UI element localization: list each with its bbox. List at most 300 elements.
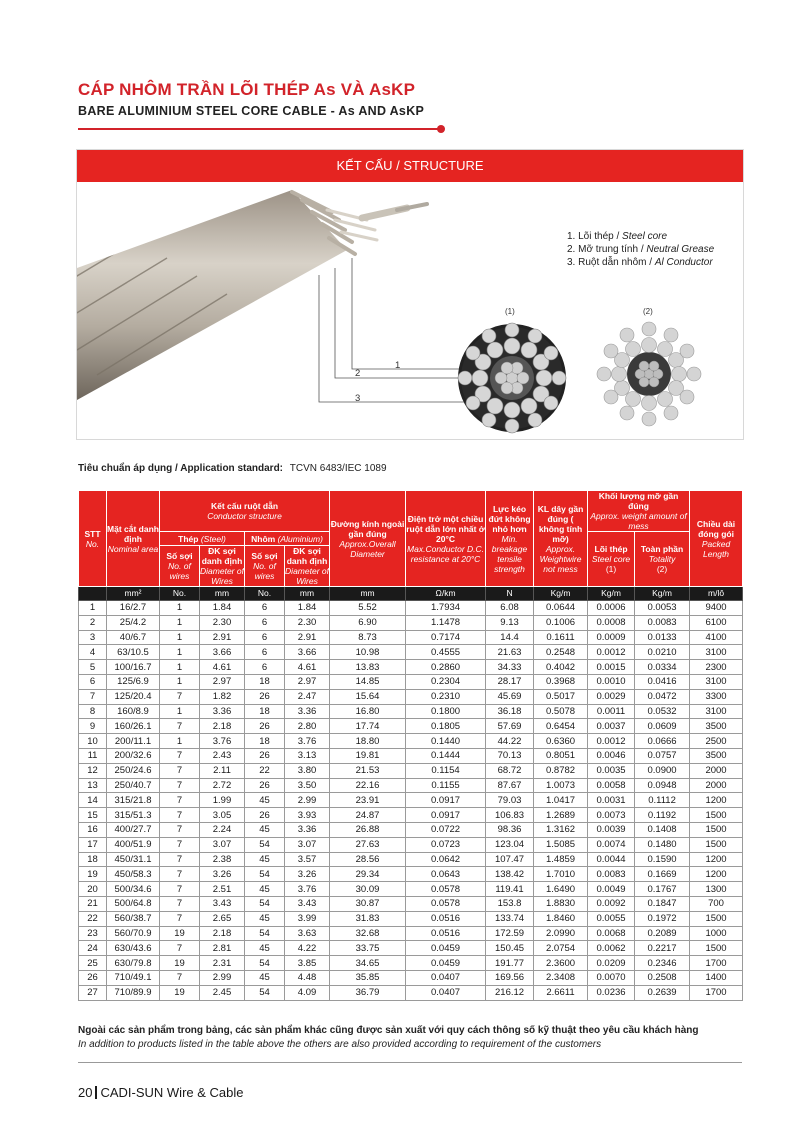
unit-cell: mm xyxy=(200,587,245,601)
table-cell: 0.0578 xyxy=(406,882,486,897)
table-cell: 24.87 xyxy=(330,808,406,823)
table-cell: 3.76 xyxy=(200,734,245,749)
table-cell: 2.45 xyxy=(200,985,245,1000)
table-cell: 0.1847 xyxy=(635,896,690,911)
header-weight: KL dây gần đúng ( không tính mỡ) Approx. Weightwire not mess xyxy=(534,491,588,587)
table-cell: 3.76 xyxy=(285,882,330,897)
table-cell: 0.0074 xyxy=(588,837,635,852)
table-row xyxy=(79,941,743,956)
table-cell: 32.68 xyxy=(330,926,406,941)
table-row xyxy=(79,822,743,837)
unit-cell: No. xyxy=(160,587,200,601)
table-cell: 0.0516 xyxy=(406,911,486,926)
header-steel: Thép (Steel) xyxy=(160,532,245,546)
table-cell: 2.0990 xyxy=(534,926,588,941)
table-cell: 9400 xyxy=(690,601,743,616)
header-steel-dwires: ĐK sợi danh định Diameter of Wires xyxy=(200,546,244,586)
table-cell: 0.8051 xyxy=(534,748,588,763)
table-cell: 14.85 xyxy=(330,674,406,689)
table-cell: 0.1006 xyxy=(534,615,588,630)
table-cell: 0.0917 xyxy=(406,808,486,823)
table-cell: 1 xyxy=(160,630,200,645)
table-cell: 0.4555 xyxy=(406,645,486,660)
table-row xyxy=(79,615,743,630)
table-cell: 3.43 xyxy=(285,896,330,911)
table-cell: 79.03 xyxy=(486,793,534,808)
table-row xyxy=(79,660,743,675)
header-tensile: Lực kéo đứt không nhỏ hơn Min. breakage tensile strength xyxy=(486,491,534,587)
table-cell: 25 xyxy=(79,956,107,971)
table-cell: 0.0472 xyxy=(635,689,690,704)
table-cell: 0.0459 xyxy=(406,941,486,956)
table-cell: 200/32.6 xyxy=(107,748,160,763)
table-cell: 0.0011 xyxy=(588,704,635,719)
table-cell: 4.61 xyxy=(285,660,330,675)
table-cell: 1 xyxy=(79,601,107,616)
table-cell: 0.1972 xyxy=(635,911,690,926)
table-cell: 0.0948 xyxy=(635,778,690,793)
unit-cell: N xyxy=(486,587,534,601)
table-cell: 0.0133 xyxy=(635,630,690,645)
table-cell: 400/27.7 xyxy=(107,822,160,837)
legend-item-1: 1. Lõi thép / Steel core xyxy=(567,231,668,242)
table-cell: 153.8 xyxy=(486,896,534,911)
unit-cell: mm² xyxy=(107,587,160,601)
table-cell: 19 xyxy=(160,985,200,1000)
table-cell: 2.6611 xyxy=(534,985,588,1000)
table-cell: 630/79.8 xyxy=(107,956,160,971)
table-cell: 3.76 xyxy=(285,734,330,749)
table-cell: 25/4.2 xyxy=(107,615,160,630)
table-cell: 40/6.7 xyxy=(107,630,160,645)
table-cell: 6 xyxy=(79,674,107,689)
table-cell: 18.80 xyxy=(330,734,406,749)
table-cell: 3.07 xyxy=(200,837,245,852)
table-row xyxy=(79,719,743,734)
table-cell: 3.26 xyxy=(285,867,330,882)
table-cell: 3.36 xyxy=(200,704,245,719)
table-cell: 1500 xyxy=(690,941,743,956)
table-cell: 2.3408 xyxy=(534,970,588,985)
table-cell: 57.69 xyxy=(486,719,534,734)
table-cell: 2.81 xyxy=(200,941,245,956)
table-cell: 0.5017 xyxy=(534,689,588,704)
title-underline-dot xyxy=(437,125,445,133)
table-cell: 0.0031 xyxy=(588,793,635,808)
table-cell: 98.36 xyxy=(486,822,534,837)
structure-heading: KẾT CẤU / STRUCTURE xyxy=(77,150,743,182)
table-cell: 17.74 xyxy=(330,719,406,734)
table-cell: 21.63 xyxy=(486,645,534,660)
table-cell: 1500 xyxy=(690,822,743,837)
cross-section-1-label: (1) xyxy=(505,307,515,316)
table-cell: 1.5085 xyxy=(534,837,588,852)
table-cell: 26 xyxy=(245,778,285,793)
unit-cell: Kg/m xyxy=(635,587,690,601)
table-cell: 0.3968 xyxy=(534,674,588,689)
table-cell: 0.0416 xyxy=(635,674,690,689)
table-cell: 138.42 xyxy=(486,867,534,882)
table-cell: 0.0900 xyxy=(635,763,690,778)
table-cell: 0.0006 xyxy=(588,601,635,616)
table-cell: 0.0236 xyxy=(588,985,635,1000)
table-cell: 0.0010 xyxy=(588,674,635,689)
table-cell: 0.1154 xyxy=(406,763,486,778)
table-cell: 0.0092 xyxy=(588,896,635,911)
table-cell: 6 xyxy=(245,660,285,675)
standard-label: Tiêu chuẩn áp dụng / Application standard: xyxy=(78,463,284,474)
table-row xyxy=(79,882,743,897)
table-cell: 6 xyxy=(245,615,285,630)
unit-cell xyxy=(79,587,107,601)
table-row xyxy=(79,852,743,867)
table-cell: 1.0073 xyxy=(534,778,588,793)
table-cell: 22 xyxy=(245,763,285,778)
table-cell: 45 xyxy=(245,970,285,985)
table-cell: 54 xyxy=(245,985,285,1000)
table-cell: 9 xyxy=(79,719,107,734)
application-standard xyxy=(78,463,387,474)
table-cell: 0.1192 xyxy=(635,808,690,823)
table-cell: 1500 xyxy=(690,837,743,852)
table-cell: 0.4042 xyxy=(534,660,588,675)
table-cell: 26 xyxy=(245,689,285,704)
table-cell: 7 xyxy=(160,763,200,778)
table-row xyxy=(79,763,743,778)
table-cell: 2.43 xyxy=(200,748,245,763)
table-cell: 87.67 xyxy=(486,778,534,793)
table-cell: 250/24.6 xyxy=(107,763,160,778)
table-cell: 22.16 xyxy=(330,778,406,793)
table-row xyxy=(79,808,743,823)
table-cell: 0.0757 xyxy=(635,748,690,763)
header-diameter: Đường kính ngoài gần đúng Approx.Overall Diameter xyxy=(330,491,406,587)
table-cell: 70.13 xyxy=(486,748,534,763)
table-cell: 7 xyxy=(160,808,200,823)
table-cell: 107.47 xyxy=(486,852,534,867)
table-cell: 3100 xyxy=(690,645,743,660)
table-cell: 125/20.4 xyxy=(107,689,160,704)
table-cell: 18 xyxy=(245,704,285,719)
table-cell: 0.2089 xyxy=(635,926,690,941)
table-cell: 13 xyxy=(79,778,107,793)
table-cell: 1.6490 xyxy=(534,882,588,897)
table-cell: 54 xyxy=(245,926,285,941)
table-cell: 1 xyxy=(160,601,200,616)
table-cell: 0.0532 xyxy=(635,704,690,719)
table-cell: 0.0459 xyxy=(406,956,486,971)
table-cell: 45 xyxy=(245,911,285,926)
table-cell: 8.73 xyxy=(330,630,406,645)
table-row xyxy=(79,748,743,763)
table-cell: 0.0012 xyxy=(588,645,635,660)
table-cell: 450/31.1 xyxy=(107,852,160,867)
table-cell: 3100 xyxy=(690,674,743,689)
table-cell: 500/64.8 xyxy=(107,896,160,911)
table-cell: 0.2860 xyxy=(406,660,486,675)
legend-item-3: 3. Ruột dẫn nhôm / Al Conductor xyxy=(567,257,713,268)
table-cell: 26 xyxy=(245,748,285,763)
table-cell: 630/43.6 xyxy=(107,941,160,956)
table-cell: 7 xyxy=(160,867,200,882)
table-row xyxy=(79,689,743,704)
table-cell: 3.66 xyxy=(285,645,330,660)
table-cell: 500/34.6 xyxy=(107,882,160,897)
table-cell: 1400 xyxy=(690,970,743,985)
table-cell: 0.0643 xyxy=(406,867,486,882)
table-cell: 7 xyxy=(160,911,200,926)
table-cell: 3.43 xyxy=(200,896,245,911)
table-cell: 6100 xyxy=(690,615,743,630)
table-cell: 0.0722 xyxy=(406,822,486,837)
table-cell: 0.0334 xyxy=(635,660,690,675)
table-cell: 0.2217 xyxy=(635,941,690,956)
table-cell: 29.34 xyxy=(330,867,406,882)
header-al-nwires: Số sợi No. of wires xyxy=(245,546,285,587)
table-cell: 0.2639 xyxy=(635,985,690,1000)
table-cell: 1500 xyxy=(690,808,743,823)
table-cell: 1.82 xyxy=(200,689,245,704)
table-cell: 0.6360 xyxy=(534,734,588,749)
table-cell: 23 xyxy=(79,926,107,941)
table-cell: 123.04 xyxy=(486,837,534,852)
table-cell: 0.1590 xyxy=(635,852,690,867)
table-cell: 0.1669 xyxy=(635,867,690,882)
table-cell: 16 xyxy=(79,822,107,837)
table-row xyxy=(79,793,743,808)
table-cell: 45 xyxy=(245,941,285,956)
table-cell: 2.91 xyxy=(285,630,330,645)
footer-rule xyxy=(78,1062,742,1063)
table-cell: 45.69 xyxy=(486,689,534,704)
table-cell: 2000 xyxy=(690,763,743,778)
table-cell: 8 xyxy=(79,704,107,719)
structure-legend xyxy=(567,230,714,269)
table-cell: 7 xyxy=(160,970,200,985)
cross-section-strands xyxy=(77,150,743,439)
table-cell: 3.63 xyxy=(285,926,330,941)
table-cell: 18 xyxy=(79,852,107,867)
table-cell: 250/40.7 xyxy=(107,778,160,793)
table-cell: 3.80 xyxy=(285,763,330,778)
table-cell: 0.2346 xyxy=(635,956,690,971)
header-steel-core: Lõi thép Steel core (1) xyxy=(588,532,635,587)
table-cell: 28.56 xyxy=(330,852,406,867)
table-cell: 0.0070 xyxy=(588,970,635,985)
table-cell: 2.80 xyxy=(285,719,330,734)
table-cell: 2500 xyxy=(690,734,743,749)
table-cell: 3.36 xyxy=(285,822,330,837)
table-row xyxy=(79,911,743,926)
table-cell: 0.1805 xyxy=(406,719,486,734)
table-cell: 19 xyxy=(160,926,200,941)
note-en: In addition to products listed in the table above the others are also provided according to requirement of the customers xyxy=(78,1039,602,1050)
table-cell: 1 xyxy=(160,674,200,689)
table-row xyxy=(79,734,743,749)
table-cell: 0.0516 xyxy=(406,926,486,941)
table-cell: 0.1800 xyxy=(406,704,486,719)
table-cell: 0.0578 xyxy=(406,896,486,911)
table-cell: 1000 xyxy=(690,926,743,941)
header-length: Chiều dài đóng gói Packed Length xyxy=(690,491,743,587)
table-cell: 0.0666 xyxy=(635,734,690,749)
table-cell: 0.1767 xyxy=(635,882,690,897)
table-cell: 3.85 xyxy=(285,956,330,971)
table-cell: 7 xyxy=(160,793,200,808)
table-cell: 36.18 xyxy=(486,704,534,719)
table-cell: 2.99 xyxy=(285,793,330,808)
table-cell: 1.8460 xyxy=(534,911,588,926)
header-aluminium: Nhôm (Aluminium) xyxy=(245,532,330,546)
table-cell: 45 xyxy=(245,822,285,837)
table-cell: 315/51.3 xyxy=(107,808,160,823)
table-cell: 34.65 xyxy=(330,956,406,971)
table-cell: 4 xyxy=(79,645,107,660)
structure-panel xyxy=(76,149,744,440)
table-cell: 0.0029 xyxy=(588,689,635,704)
table-cell: 200/11.1 xyxy=(107,734,160,749)
table-row xyxy=(79,956,743,971)
table-cell: 0.0073 xyxy=(588,808,635,823)
table-cell: 12 xyxy=(79,763,107,778)
table-cell: 0.0055 xyxy=(588,911,635,926)
unit-cell: mm xyxy=(285,587,330,601)
table-cell: 3.57 xyxy=(285,852,330,867)
table-cell: 26 xyxy=(79,970,107,985)
table-cell: 160/26.1 xyxy=(107,719,160,734)
table-cell: 0.2508 xyxy=(635,970,690,985)
table-cell: 27.63 xyxy=(330,837,406,852)
table-cell: 1.7010 xyxy=(534,867,588,882)
table-cell: 1.84 xyxy=(285,601,330,616)
table-cell: 45 xyxy=(245,852,285,867)
table-cell: 0.1444 xyxy=(406,748,486,763)
unit-cell: Kg/m xyxy=(588,587,635,601)
table-cell: 0.0062 xyxy=(588,941,635,956)
table-cell: 2.18 xyxy=(200,719,245,734)
table-cell: 0.7174 xyxy=(406,630,486,645)
table-row xyxy=(79,867,743,882)
table-cell: 16/2.7 xyxy=(107,601,160,616)
callout-1: 1 xyxy=(395,360,401,371)
table-cell: 4.09 xyxy=(285,985,330,1000)
table-cell: 7 xyxy=(160,689,200,704)
table-cell: 2300 xyxy=(690,660,743,675)
table-cell: 1 xyxy=(160,734,200,749)
table-cell: 0.1480 xyxy=(635,837,690,852)
table-cell: 3.26 xyxy=(200,867,245,882)
table-cell: 54 xyxy=(245,896,285,911)
table-cell: 172.59 xyxy=(486,926,534,941)
table-cell: 1.1478 xyxy=(406,615,486,630)
table-cell: 3 xyxy=(79,630,107,645)
unit-cell: mm xyxy=(330,587,406,601)
table-cell: 34.33 xyxy=(486,660,534,675)
table-cell: 23.91 xyxy=(330,793,406,808)
callout-3: 3 xyxy=(355,393,361,404)
table-cell: 0.0209 xyxy=(588,956,635,971)
table-cell: 2.72 xyxy=(200,778,245,793)
table-cell: 1200 xyxy=(690,852,743,867)
table-cell: 0.0039 xyxy=(588,822,635,837)
table-cell: 33.75 xyxy=(330,941,406,956)
table-cell: 2.97 xyxy=(200,674,245,689)
table-cell: 7 xyxy=(79,689,107,704)
cross-section-2-label: (2) xyxy=(643,307,653,316)
table-cell: 0.6454 xyxy=(534,719,588,734)
table-cell: 3100 xyxy=(690,704,743,719)
unit-cell: No. xyxy=(245,587,285,601)
table-cell: 0.1112 xyxy=(635,793,690,808)
table-cell: 150.45 xyxy=(486,941,534,956)
table-cell: 7 xyxy=(160,719,200,734)
table-cell: 1500 xyxy=(690,911,743,926)
table-cell: 21.53 xyxy=(330,763,406,778)
table-cell: 3.99 xyxy=(285,911,330,926)
table-row xyxy=(79,601,743,616)
table-row xyxy=(79,630,743,645)
table-cell: 44.22 xyxy=(486,734,534,749)
table-cell: 14.4 xyxy=(486,630,534,645)
page-title-vn: CÁP NHÔM TRẦN LÕI THÉP As VÀ AsKP xyxy=(78,80,416,99)
table-cell: 2.97 xyxy=(285,674,330,689)
table-cell: 7 xyxy=(160,852,200,867)
table-cell: 2.0754 xyxy=(534,941,588,956)
table-cell: 28.17 xyxy=(486,674,534,689)
table-cell: 24 xyxy=(79,941,107,956)
table-cell: 1 xyxy=(160,645,200,660)
table-cell: 2.31 xyxy=(200,956,245,971)
table-cell: 0.0083 xyxy=(588,867,635,882)
table-cell: 400/51.9 xyxy=(107,837,160,852)
table-cell: 1200 xyxy=(690,867,743,882)
table-cell: 0.2304 xyxy=(406,674,486,689)
table-cell: 0.1408 xyxy=(635,822,690,837)
table-cell: 0.0210 xyxy=(635,645,690,660)
table-cell: 4.61 xyxy=(200,660,245,675)
table-cell: 0.0015 xyxy=(588,660,635,675)
header-steel-nwires: Số sợi No. of wires xyxy=(160,546,200,587)
unit-cell: Kg/m xyxy=(534,587,588,601)
table-cell: 6.90 xyxy=(330,615,406,630)
table-row xyxy=(79,704,743,719)
table-cell: 1 xyxy=(160,660,200,675)
table-cell: 1.4859 xyxy=(534,852,588,867)
unit-cell: Ω/km xyxy=(406,587,486,601)
unit-cell: m/lô xyxy=(690,587,743,601)
table-cell: 0.0049 xyxy=(588,882,635,897)
table-cell: 6 xyxy=(245,630,285,645)
table-cell: 3500 xyxy=(690,748,743,763)
table-cell: 3.36 xyxy=(285,704,330,719)
table-cell: 54 xyxy=(245,837,285,852)
table-cell: 19.81 xyxy=(330,748,406,763)
table-cell: 7 xyxy=(160,882,200,897)
table-cell: 26.88 xyxy=(330,822,406,837)
table-cell: 0.2548 xyxy=(534,645,588,660)
table-cell: 4.22 xyxy=(285,941,330,956)
table-cell: 100/16.7 xyxy=(107,660,160,675)
page-footer xyxy=(78,1085,244,1100)
table-cell: 68.72 xyxy=(486,763,534,778)
header-al-dwires: ĐK sợi danh định Diameter of Wires xyxy=(285,546,329,586)
table-cell: 0.5078 xyxy=(534,704,588,719)
header-grease-mass: Khối lượng mỡ gần đúng Approx. weight amount of mess xyxy=(588,491,690,532)
table-cell: 0.8782 xyxy=(534,763,588,778)
table-cell: 560/38.7 xyxy=(107,911,160,926)
table-cell: 0.0053 xyxy=(635,601,690,616)
table-cell: 450/58.3 xyxy=(107,867,160,882)
